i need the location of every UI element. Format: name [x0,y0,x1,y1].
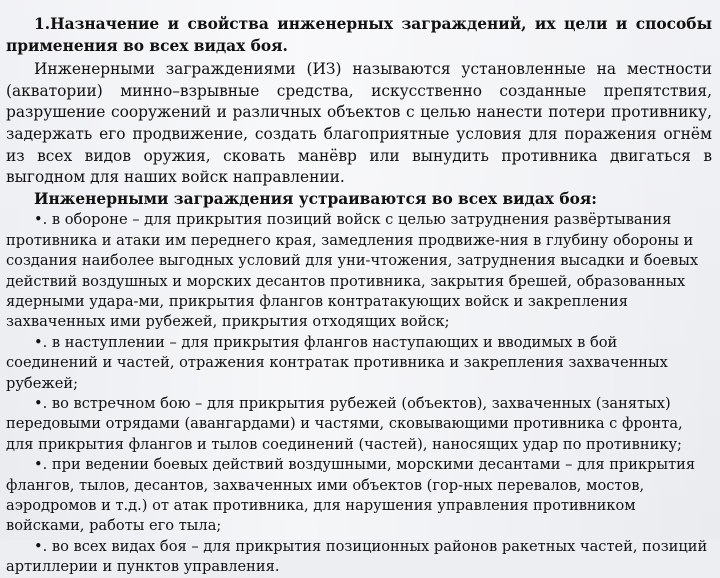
bullet-meeting-battle: •. во встречном бою – для прикрытия рубежей (объектов), захваченных (занятых) передовыми отрядами (авангардами) и частями, сковывающими противника с фронта, для прикрытия флангов и тылов соединений (частей), наносящих удар по противнику; [6,395,683,453]
bullet-defense: •. в обороне – для прикрытия позиций войск с целью затруднения развёртывания противника и атаки им переднего края, замедления продвиже-ния в глубину обороны и создания наиболее выгодных условий для уни-чтожения, затруднения высадки и боевых действий воздушных и морских десантов противника, закрытия брешей, образованных ядерными удара-ми, прикрытия флангов контратакующих войск и закрепления захваченных ими рубежей, прикрытия отходящих войск; [6,211,699,331]
document-title: 1.Назначение и свойства инженерных заграждений, их цели и способы применения во всех видах боя. [6,15,712,55]
bullet-offense: •. в наступлении – для прикрытия флангов наступающих и вводимых в бой соединений и частей, отражения контратак противника и закрепления захваченных рубежей; [6,333,668,392]
subheading: Инженерными заграждения устраиваются во всех видах боя: [34,189,597,208]
bullet-airborne: •. при ведении боевых действий воздушными, морскими десантами – для прикрытия флангов, тылов, десантов, захваченных ими объектов (гор-ных перевалов, мостов, аэродромов и т.д.) от атак противника, для нарушения управления противником войсками, работы его тыла; [6,456,696,535]
document-body [6,14,712,578]
intro-paragraph: Инженерными заграждениями (ИЗ) называются установленные на местности (акватории) минно–взрывные средства, искусственно созданные препятствия, разрушение сооружений и различных объектов с целью нанести потери противнику, задержать его продвижение, создать благоприятные условия для поражения огнём из всех видов оружия, сковать манёвр или вынудить противника двигаться в выгодном для наших войск направлении. [6,60,712,187]
bullet-all-types: •. во всех видах боя – для прикрытия позиционных районов ракетных частей, позиций артиллерии и пунктов управления. [6,537,708,576]
